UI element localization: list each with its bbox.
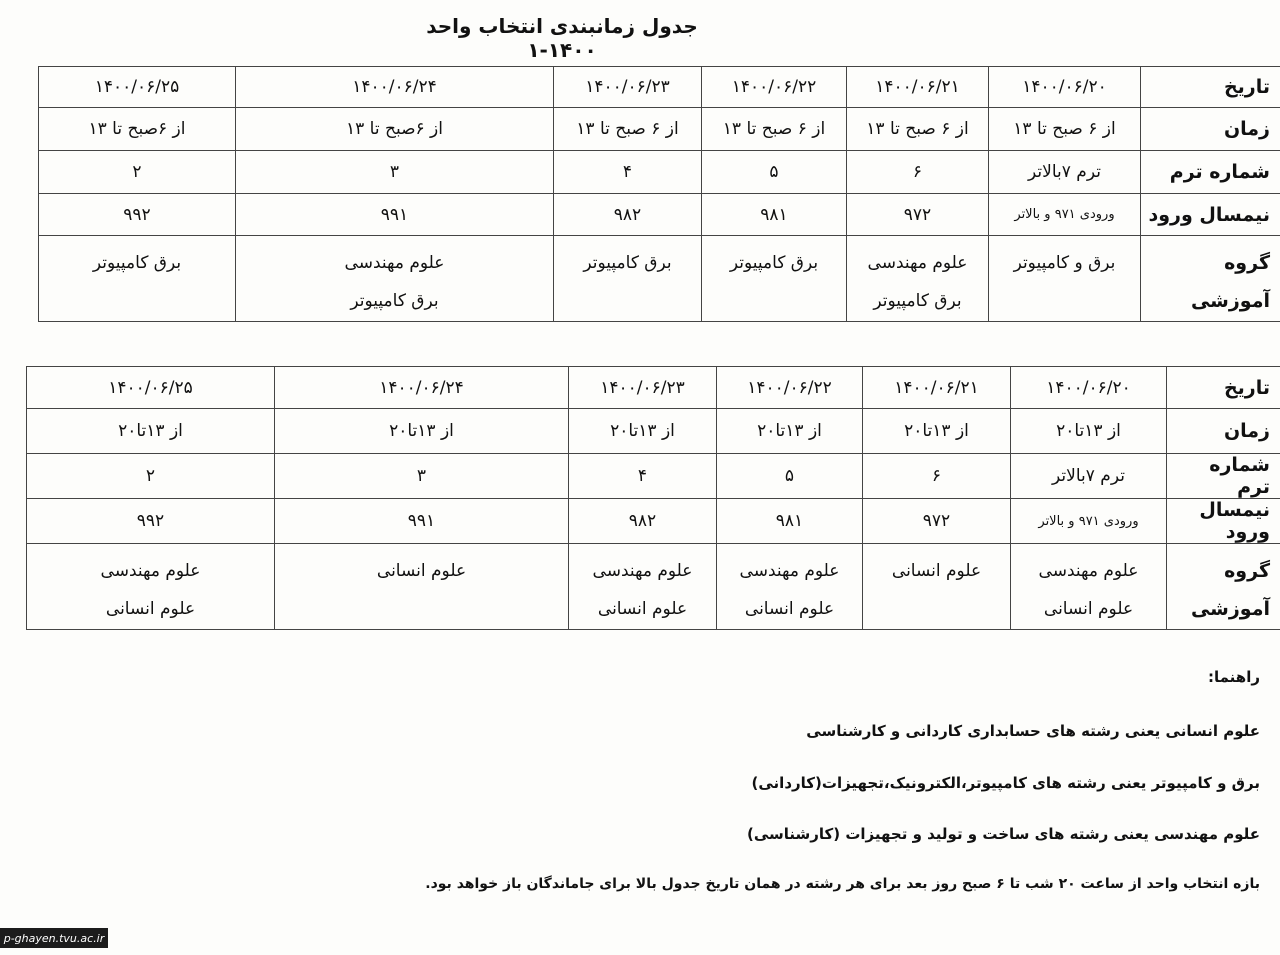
group-line: علوم مهندسی (592, 561, 693, 581)
group-cell (989, 236, 1141, 322)
term-cell: ترم ۷بالاتر (989, 151, 1141, 194)
date-row (27, 367, 1280, 409)
term-cell: ۳ (275, 454, 569, 499)
row-label-date: تاریخ (1141, 67, 1280, 108)
guide-line: علوم مهندسی یعنی رشته های ساخت و تولید و تجهیزات (کارشناسی) (746, 825, 1260, 843)
time-cell: از ۶ صبح تا ۱۳ (554, 108, 702, 151)
date-row (39, 67, 1280, 108)
row-label-group (1167, 544, 1280, 630)
time-cell: از ۱۳تا۲۰ (863, 409, 1011, 454)
time-cell: از ۶صبح تا ۱۳ (236, 108, 554, 151)
group-line: برق کامپیوتر (729, 253, 819, 273)
date-cell: ۱۴۰۰/۰۶/۲۲ (717, 367, 863, 409)
term-cell: ۲ (27, 454, 275, 499)
entry-cell: ورودی ۹۷۱ و بالاتر (989, 194, 1141, 236)
date-cell: ۱۴۰۰/۰۶/۲۲ (702, 67, 847, 108)
row-label-entry: نیمسال ورود (1141, 194, 1280, 236)
group-cell (236, 236, 554, 322)
entry-cell: ۹۸۱ (717, 499, 863, 544)
time-row (39, 108, 1280, 151)
group-line: علوم مهندسی (867, 253, 968, 273)
time-cell: از ۱۳تا۲۰ (569, 409, 717, 454)
group-row (39, 236, 1280, 322)
date-cell: ۱۴۰۰/۰۶/۲۱ (847, 67, 989, 108)
page-title: جدول زمانبندی انتخاب واحد ۱۴۰۰-۱ (426, 14, 698, 62)
row-label-date: تاریخ (1167, 367, 1280, 409)
term-cell: ۵ (717, 454, 863, 499)
term-cell: ۵ (702, 151, 847, 194)
time-cell: از ۱۳تا۲۰ (717, 409, 863, 454)
date-cell: ۱۴۰۰/۰۶/۲۰ (1011, 367, 1167, 409)
date-cell: ۱۴۰۰/۰۶/۲۳ (569, 367, 717, 409)
term-cell: ۴ (554, 151, 702, 194)
time-cell: از ۱۳تا۲۰ (27, 409, 275, 454)
time-row (27, 409, 1280, 454)
guide-heading: راهنما: (1208, 668, 1260, 686)
group-cell (569, 544, 717, 630)
schedule-table-afternoon (26, 366, 1280, 630)
group-line: علوم انسانی (744, 599, 835, 619)
row-label-term: شماره ترم (1141, 151, 1280, 194)
group-cell (275, 544, 569, 630)
group-cell (717, 544, 863, 630)
group-cell (847, 236, 989, 322)
term-cell: ۶ (847, 151, 989, 194)
group-cell (554, 236, 702, 322)
group-line: علوم مهندسی (1038, 561, 1139, 581)
time-cell: از ۱۳تا۲۰ (275, 409, 569, 454)
entry-cell: ۹۹۱ (236, 194, 554, 236)
date-cell: ۱۴۰۰/۰۶/۲۵ (27, 367, 275, 409)
date-cell: ۱۴۰۰/۰۶/۲۴ (275, 367, 569, 409)
group-line: علوم مهندسی (344, 253, 445, 273)
group-cell (1011, 544, 1167, 630)
group-line: برق کامپیوتر (350, 291, 439, 311)
time-cell: از ۶ صبح تا ۱۳ (847, 108, 989, 151)
entry-cell: ورودی ۹۷۱ و بالاتر (1011, 499, 1167, 544)
date-cell: ۱۴۰۰/۰۶/۲۵ (39, 67, 236, 108)
group-line: برق و کامپیوتر (1013, 253, 1116, 273)
entry-cell: ۹۸۲ (554, 194, 702, 236)
guide-line: برق و کامپیوتر یعنی رشته های کامپیوتر،الکترونیک،تجهیزات(کاردانی) (751, 774, 1260, 792)
group-label-line: گروه (1224, 560, 1270, 582)
entry-cell: ۹۷۲ (863, 499, 1011, 544)
row-label-term: شماره ترم (1167, 454, 1280, 499)
group-cell (27, 544, 275, 630)
term-row (27, 454, 1280, 499)
entry-row (27, 499, 1280, 544)
schedule-table-morning (38, 66, 1280, 322)
row-label-group: گروه آموزشی (1141, 236, 1280, 322)
group-line: علوم انسانی (597, 599, 688, 619)
row-label-entry: نیمسال ورود (1167, 499, 1280, 544)
term-cell: ۶ (863, 454, 1011, 499)
entry-cell: ۹۸۲ (569, 499, 717, 544)
site-watermark: p-ghayen.tvu.ac.ir (0, 928, 108, 948)
date-cell: ۱۴۰۰/۰۶/۲۴ (236, 67, 554, 108)
group-line: علوم انسانی (376, 561, 467, 581)
group-line: برق کامپیوتر (873, 291, 962, 311)
entry-cell: ۹۸۱ (702, 194, 847, 236)
group-cell (39, 236, 236, 322)
group-line: برق کامپیوتر (583, 253, 672, 273)
time-cell: از ۶ صبح تا ۱۳ (702, 108, 847, 151)
entry-cell: ۹۹۲ (39, 194, 236, 236)
group-line: علوم انسانی (891, 561, 982, 581)
term-cell: ترم ۷بالاتر (1011, 454, 1167, 499)
group-line: برق کامپیوتر (92, 253, 182, 273)
date-cell: ۱۴۰۰/۰۶/۲۱ (863, 367, 1011, 409)
group-line: علوم مهندسی (739, 561, 840, 581)
group-line: علوم انسانی (105, 599, 196, 619)
entry-cell: ۹۷۲ (847, 194, 989, 236)
group-line: علوم انسانی (1043, 599, 1134, 619)
entry-cell: ۹۹۱ (275, 499, 569, 544)
group-row (27, 544, 1280, 630)
guide-line: بازه انتخاب واحد از ساعت ۲۰ شب تا ۶ صبح روز بعد برای هر رشته در همان تاریخ جدول بالا برای جاماندگان باز خواهد بود. (425, 876, 1260, 892)
term-cell: ۳ (236, 151, 554, 194)
date-cell: ۱۴۰۰/۰۶/۲۰ (989, 67, 1141, 108)
guide-line: علوم انسانی یعنی رشته های حسابداری کاردانی و کارشناسی (806, 722, 1260, 740)
group-line: علوم مهندسی (100, 561, 201, 581)
time-cell: از ۶صبح تا ۱۳ (39, 108, 236, 151)
term-cell: ۲ (39, 151, 236, 194)
date-cell: ۱۴۰۰/۰۶/۲۳ (554, 67, 702, 108)
row-label-time: زمان (1167, 409, 1280, 454)
time-cell: از ۱۳تا۲۰ (1011, 409, 1167, 454)
group-cell (702, 236, 847, 322)
entry-cell: ۹۹۲ (27, 499, 275, 544)
entry-row (39, 194, 1280, 236)
time-cell: از ۶ صبح تا ۱۳ (989, 108, 1141, 151)
term-cell: ۴ (569, 454, 717, 499)
group-label-line: آموزشی (1190, 598, 1270, 620)
term-row (39, 151, 1280, 194)
row-label-time: زمان (1141, 108, 1280, 151)
group-cell (863, 544, 1011, 630)
